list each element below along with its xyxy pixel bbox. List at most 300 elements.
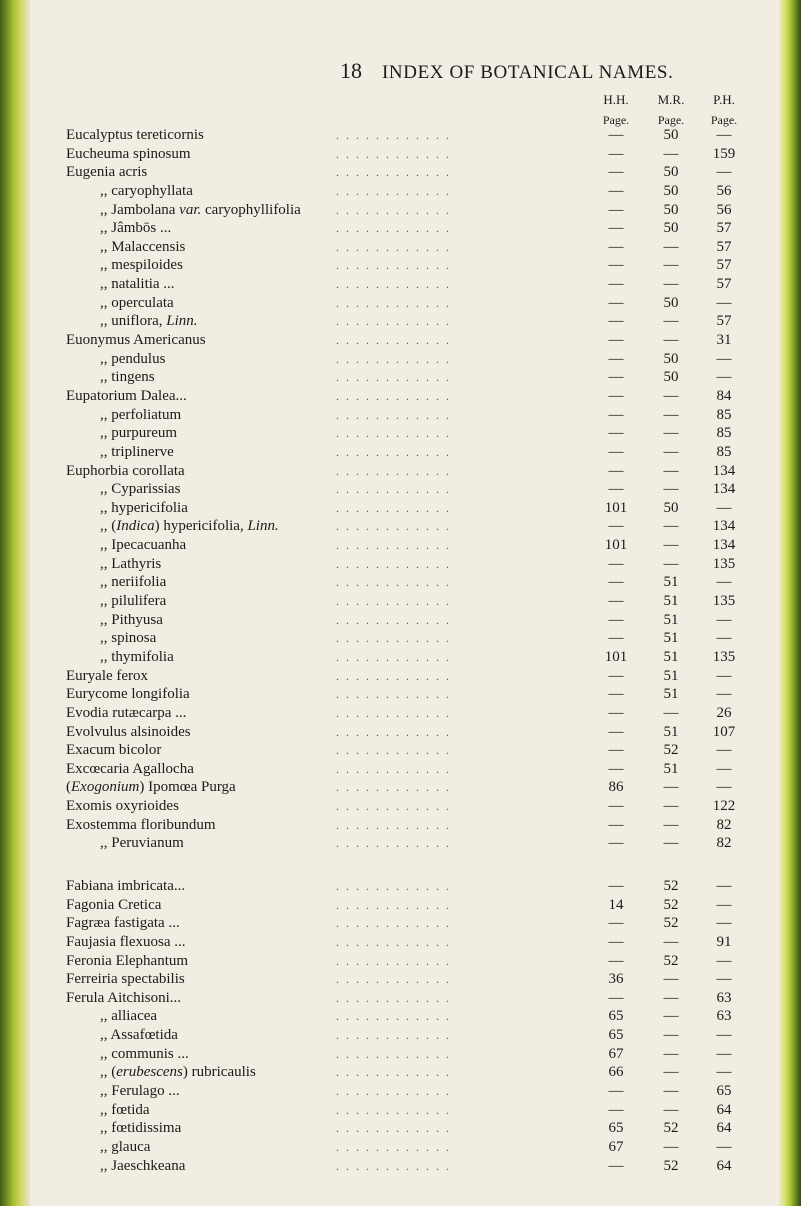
page-hh: —	[608, 1157, 624, 1174]
botanical-name: ,, hypericifolia	[100, 499, 188, 516]
page-hh: —	[608, 952, 624, 969]
page-ph: 57	[716, 220, 732, 237]
page-hh: —	[608, 686, 624, 703]
page-hh: —	[608, 835, 624, 852]
leader-dots: . . . . . . . . . . . .	[336, 1046, 451, 1061]
leader-dots: . . . . . . . . . . . .	[336, 799, 451, 814]
page-ph: 85	[716, 406, 732, 423]
page-hh: —	[608, 816, 624, 833]
page-ph: —	[716, 779, 732, 796]
index-entry-row	[66, 834, 786, 853]
botanical-name: ,, alliacea	[100, 1008, 158, 1025]
page-hh: —	[608, 481, 624, 498]
leader-dots: . . . . . . . . . . . .	[336, 817, 451, 832]
page-mr: 50	[663, 369, 679, 386]
page-mr: —	[663, 313, 679, 330]
index-entry-row	[66, 629, 786, 648]
page-ph: 84	[716, 387, 732, 404]
leader-dots: . . . . . . . . . . . .	[336, 370, 451, 385]
running-title: INDEX OF BOTANICAL NAMES.	[382, 62, 674, 83]
leader-dots: . . . . . . . . . . . .	[336, 333, 451, 348]
column-subheader-ph: Page.	[710, 113, 738, 127]
index-entry-row	[66, 970, 786, 989]
botanical-name: Exostemma floribundum	[66, 816, 216, 833]
page-mr: 50	[663, 201, 679, 218]
page-hh: —	[608, 182, 624, 199]
page-mr: —	[663, 704, 679, 721]
index-entry-row	[66, 387, 786, 406]
page-hh: 65	[608, 1008, 624, 1025]
page-hh: —	[608, 238, 624, 255]
page-hh: —	[608, 127, 624, 143]
botanical-name: Exacum bicolor	[66, 742, 162, 759]
leader-dots: . . . . . . . . . . . .	[336, 594, 451, 609]
leader-dots: . . . . . . . . . . . .	[336, 575, 451, 590]
column-header-hh: H.H.	[603, 92, 629, 107]
page-hh: —	[608, 220, 624, 237]
page-hh: —	[608, 425, 624, 442]
index-entry-row	[66, 611, 786, 630]
page-mr: 51	[663, 648, 679, 665]
page-ph: —	[716, 611, 732, 628]
botanical-name: ,, Cyparissias	[100, 481, 181, 498]
botanical-name: ,, pilulifera	[100, 593, 167, 610]
page-hh: —	[608, 369, 624, 386]
page-mr: 52	[663, 1157, 679, 1174]
page-mr: 52	[663, 742, 679, 759]
page-mr: —	[663, 425, 679, 442]
left-binding-edge	[0, 0, 30, 1206]
page-ph: —	[716, 350, 732, 367]
page-hh: —	[608, 276, 624, 293]
leader-dots: . . . . . . . . . . . .	[336, 202, 451, 217]
botanical-name: ,, perfoliatum	[100, 406, 182, 423]
botanical-name: ,, Jaeschkeana	[100, 1157, 186, 1174]
page-ph: 82	[716, 816, 732, 833]
page-hh: 101	[604, 537, 628, 554]
page-hh: —	[608, 332, 624, 349]
botanical-name: ,, Ipecacuanha	[100, 537, 187, 554]
page-ph: 134	[712, 462, 736, 479]
page-hh: 66	[608, 1064, 624, 1081]
index-entry-row	[66, 1082, 786, 1101]
botanical-name: ,, Malaccensis	[100, 238, 186, 255]
page-ph: 135	[712, 555, 736, 572]
index-entry-row	[66, 1007, 786, 1026]
index-entry-row	[66, 573, 786, 592]
botanical-name: Eucheuma spinosum	[66, 145, 191, 162]
page-mr: —	[663, 1083, 679, 1100]
botanical-name: ,, communis ...	[100, 1045, 189, 1062]
leader-dots: . . . . . . . . . . . .	[336, 1084, 451, 1099]
page-hh: —	[608, 145, 624, 162]
botanical-name: Ferreiria spectabilis	[66, 971, 185, 988]
leader-dots: . . . . . . . . . . . .	[336, 836, 451, 851]
page-hh: —	[608, 406, 624, 423]
page-hh: —	[608, 723, 624, 740]
botanical-name: ,, neriifolia	[100, 574, 167, 591]
page-mr: 50	[663, 220, 679, 237]
leader-dots: . . . . . . . . . . . .	[336, 221, 451, 236]
page-hh: —	[608, 201, 624, 218]
page-mr: —	[663, 462, 679, 479]
botanical-name: Eucalyptus tereticornis	[66, 127, 204, 143]
page-hh: —	[608, 798, 624, 815]
index-entry-row	[66, 1157, 786, 1176]
botanical-name: Eugenia acris	[66, 164, 148, 181]
page-hh: —	[608, 1083, 624, 1100]
page-ph: 31	[716, 332, 732, 349]
page-hh: 86	[608, 779, 624, 796]
botanical-name: Fagræa fastigata ...	[66, 915, 180, 932]
index-entry-row	[66, 368, 786, 387]
page-hh: —	[608, 611, 624, 628]
index-entry-row	[66, 877, 786, 896]
page-mr: —	[663, 1045, 679, 1062]
column-subheader-mr: Page.	[657, 113, 685, 127]
page-ph: —	[716, 1064, 732, 1081]
leader-dots: . . . . . . . . . . . .	[336, 724, 451, 739]
botanical-name: Excœcaria Agallocha	[66, 760, 194, 777]
botanical-name: ,, Peruvianum	[100, 835, 184, 852]
leader-dots: . . . . . . . . . . . .	[336, 388, 451, 403]
index-entry-row	[66, 1045, 786, 1064]
leader-dots: . . . . . . . . . . . .	[336, 128, 451, 142]
botanical-name: ,, glauca	[100, 1138, 151, 1155]
leader-dots: . . . . . . . . . . . .	[336, 314, 451, 329]
leader-dots: . . . . . . . . . . . .	[336, 1121, 451, 1136]
page-mr: —	[663, 443, 679, 460]
botanical-name: ,, (erubescens) rubricaulis	[100, 1064, 256, 1081]
page-ph: —	[716, 952, 732, 969]
page-hh: —	[608, 630, 624, 647]
leader-dots: . . . . . . . . . . . .	[336, 897, 451, 912]
page-ph: 91	[716, 933, 732, 950]
page-ph: —	[716, 915, 732, 932]
page-ph: 135	[712, 593, 736, 610]
index-entry-row	[66, 1101, 786, 1120]
page-mr: 52	[663, 952, 679, 969]
page-ph: 63	[716, 1008, 732, 1025]
page-hh: —	[608, 593, 624, 610]
botanical-name: (Exogonium) Ipomœa Purga	[66, 779, 236, 796]
page-mr: 51	[663, 574, 679, 591]
page-ph: 134	[712, 537, 736, 554]
page-mr: —	[663, 481, 679, 498]
leader-dots: . . . . . . . . . . . .	[336, 351, 451, 366]
botanical-name: ,, mespiloides	[100, 257, 183, 274]
page-hh: —	[608, 704, 624, 721]
page-mr: —	[663, 989, 679, 1006]
page-hh: —	[608, 555, 624, 572]
page-hh: —	[608, 878, 624, 894]
leader-dots: . . . . . . . . . . . .	[336, 463, 451, 478]
page-ph: —	[716, 896, 732, 913]
index-entry-row	[66, 760, 786, 779]
botanical-name: ,, spinosa	[100, 630, 157, 647]
page-ph: —	[716, 574, 732, 591]
page-ph: 57	[716, 238, 732, 255]
botanical-name: ,, (Indica) hypericifolia, Linn.	[100, 518, 279, 535]
page-mr: —	[663, 1008, 679, 1025]
page-mr: 52	[663, 1120, 679, 1137]
page-hh: —	[608, 443, 624, 460]
page-ph: —	[716, 164, 732, 181]
page-ph: —	[716, 127, 732, 143]
page-mr: 52	[663, 878, 679, 894]
page-mr: —	[663, 779, 679, 796]
index-entry-row	[66, 406, 786, 425]
page-hh: 14	[608, 896, 624, 913]
index-entry-row	[66, 350, 786, 369]
page-ph: 64	[716, 1157, 732, 1174]
page-hh: —	[608, 933, 624, 950]
leader-dots: . . . . . . . . . . . .	[336, 1065, 451, 1080]
page-ph: 57	[716, 257, 732, 274]
page-ph: 107	[712, 723, 736, 740]
page-hh: —	[608, 257, 624, 274]
botanical-name: ,, thymifolia	[100, 648, 174, 665]
botanical-name: ,, purpureum	[100, 425, 178, 442]
index-entry-row	[66, 238, 786, 257]
page-mr: 51	[663, 723, 679, 740]
leader-dots: . . . . . . . . . . . .	[336, 612, 451, 627]
index-section-e	[66, 126, 786, 853]
botanical-name: Evodia rutæcarpa ...	[66, 704, 187, 721]
leader-dots: . . . . . . . . . . . .	[336, 687, 451, 702]
index-entry-row	[66, 797, 786, 816]
page-ph: 134	[712, 481, 736, 498]
leader-dots: . . . . . . . . . . . .	[336, 761, 451, 776]
index-entry-row	[66, 667, 786, 686]
page-ph: 135	[712, 648, 736, 665]
page-ph: —	[716, 1138, 732, 1155]
index-entry-row	[66, 163, 786, 182]
leader-dots: . . . . . . . . . . . .	[336, 916, 451, 931]
index-entry-row	[66, 201, 786, 220]
page-mr: 51	[663, 593, 679, 610]
page-hh: 67	[608, 1045, 624, 1062]
index-entry-row	[66, 1026, 786, 1045]
botanical-name: ,, operculata	[100, 294, 174, 311]
index-entry-row	[66, 443, 786, 462]
index-entry-row	[66, 778, 786, 797]
leader-dots: . . . . . . . . . . . .	[336, 277, 451, 292]
page-ph: —	[716, 878, 732, 894]
page-mr: 50	[663, 350, 679, 367]
page-hh: —	[608, 667, 624, 684]
botanical-name: ,, Jâmbōs ...	[100, 220, 172, 237]
leader-dots: . . . . . . . . . . . .	[336, 631, 451, 646]
page-mr: —	[663, 257, 679, 274]
botanical-name: Euryale ferox	[66, 667, 149, 684]
page-mr: 51	[663, 630, 679, 647]
leader-dots: . . . . . . . . . . . .	[336, 990, 451, 1005]
page-mr: —	[663, 387, 679, 404]
leader-dots: . . . . . . . . . . . .	[336, 556, 451, 571]
leader-dots: . . . . . . . . . . . .	[336, 780, 451, 795]
index-entry-row	[66, 536, 786, 555]
page-hh: —	[608, 387, 624, 404]
page-hh: —	[608, 1101, 624, 1118]
leader-dots: . . . . . . . . . . . .	[336, 295, 451, 310]
leader-dots: . . . . . . . . . . . .	[336, 146, 451, 161]
index-entry-row	[66, 331, 786, 350]
page-number: 18	[340, 58, 362, 83]
page-ph: —	[716, 1045, 732, 1062]
botanical-name: Exomis oxyrioides	[66, 798, 179, 815]
leader-dots: . . . . . . . . . . . .	[336, 705, 451, 720]
page-mr: —	[663, 518, 679, 535]
index-entry-row	[66, 741, 786, 760]
index-entry-row	[66, 312, 786, 331]
page-mr: 50	[663, 294, 679, 311]
page-hh: —	[608, 574, 624, 591]
page-mr: —	[663, 1101, 679, 1118]
index-entry-row	[66, 182, 786, 201]
leader-dots: . . . . . . . . . . . .	[336, 482, 451, 497]
page-ph: —	[716, 971, 732, 988]
page-mr: —	[663, 1064, 679, 1081]
botanical-name: Faujasia flexuosa ...	[66, 933, 186, 950]
index-entry-row	[66, 704, 786, 723]
leader-dots: . . . . . . . . . . . .	[336, 879, 451, 893]
botanical-name: ,, caryophyllata	[100, 182, 193, 199]
index-entry-row	[66, 1063, 786, 1082]
page-ph: —	[716, 499, 732, 516]
page-ph: —	[716, 760, 732, 777]
page-ph: 122	[712, 798, 736, 815]
page-hh: —	[608, 462, 624, 479]
index-entry-row	[66, 145, 786, 164]
column-header-mr: M.R.	[657, 92, 685, 107]
page-mr: —	[663, 971, 679, 988]
page-hh: —	[608, 350, 624, 367]
page-hh: 101	[604, 499, 628, 516]
page-mr: —	[663, 1027, 679, 1044]
leader-dots: . . . . . . . . . . . .	[336, 258, 451, 273]
index-entry-row	[66, 592, 786, 611]
leader-dots: . . . . . . . . . . . .	[336, 743, 451, 758]
page-ph: —	[716, 294, 732, 311]
page-ph: 134	[712, 518, 736, 535]
page-mr: —	[663, 933, 679, 950]
leader-dots: . . . . . . . . . . . .	[336, 668, 451, 683]
page-mr: —	[663, 276, 679, 293]
page-ph: 82	[716, 835, 732, 852]
botanical-name: Fagonia Cretica	[66, 896, 162, 913]
index-entry-row	[66, 555, 786, 574]
page-mr: —	[663, 332, 679, 349]
index-entry-row	[66, 952, 786, 971]
page-hh: 65	[608, 1120, 624, 1137]
page-ph: —	[716, 369, 732, 386]
leader-dots: . . . . . . . . . . . .	[336, 426, 451, 441]
botanical-name: Feronia Elephantum	[66, 952, 189, 969]
column-subheader-hh: Page.	[602, 113, 630, 127]
leader-dots: . . . . . . . . . . . .	[336, 165, 451, 180]
index-entry-row	[66, 462, 786, 481]
leader-dots: . . . . . . . . . . . .	[336, 519, 451, 534]
index-entry-row	[66, 914, 786, 933]
page-mr: 51	[663, 611, 679, 628]
page-hh: 101	[604, 648, 628, 665]
page-ph: —	[716, 686, 732, 703]
page-ph: 26	[716, 704, 732, 721]
page-hh: —	[608, 164, 624, 181]
page-mr: —	[663, 798, 679, 815]
botanical-name: Euphorbia corollata	[66, 462, 185, 479]
botanical-name: ,, triplinerve	[100, 443, 174, 460]
page-hh: —	[608, 313, 624, 330]
index-entry-row	[66, 275, 786, 294]
index-entry-row	[66, 256, 786, 275]
page-hh: —	[608, 760, 624, 777]
leader-dots: . . . . . . . . . . . .	[336, 239, 451, 254]
botanical-name: ,, Lathyris	[100, 555, 162, 572]
botanical-name: ,, uniflora, Linn.	[100, 313, 198, 330]
botanical-name: Fabiana imbricata...	[66, 878, 186, 894]
botanical-name: ,, Assafœtida	[100, 1027, 178, 1044]
botanical-name: Eupatorium Dalea...	[66, 387, 187, 404]
page-mr: —	[663, 555, 679, 572]
page-mr: —	[663, 1138, 679, 1155]
index-section-f	[66, 877, 786, 1175]
index-entry-row	[66, 816, 786, 835]
leader-dots: . . . . . . . . . . . .	[336, 1028, 451, 1043]
leader-dots: . . . . . . . . . . . .	[336, 183, 451, 198]
page-hh: —	[608, 294, 624, 311]
page-mr: 51	[663, 686, 679, 703]
page-mr: —	[663, 537, 679, 554]
page-mr: 51	[663, 760, 679, 777]
page-hh: —	[608, 989, 624, 1006]
leader-dots: . . . . . . . . . . . .	[336, 1102, 451, 1117]
index-entry-row	[66, 933, 786, 952]
page-ph: 85	[716, 443, 732, 460]
leader-dots: . . . . . . . . . . . .	[336, 500, 451, 515]
page-hh: —	[608, 915, 624, 932]
page-mr: 50	[663, 182, 679, 199]
index-entry-row	[66, 685, 786, 704]
index-entry-row	[66, 989, 786, 1008]
leader-dots: . . . . . . . . . . . .	[336, 1009, 451, 1024]
botanical-name: ,, natalitia ...	[100, 276, 175, 293]
botanical-name: ,, Jambolana var. caryophyllifolia	[100, 201, 301, 218]
page-mr: —	[663, 406, 679, 423]
page-ph: 85	[716, 425, 732, 442]
page-ph: 56	[716, 182, 732, 199]
index-entry-row	[66, 517, 786, 536]
leader-dots: . . . . . . . . . . . .	[336, 407, 451, 422]
page-hh: 67	[608, 1138, 624, 1155]
page-mr: 52	[663, 915, 679, 932]
page-ph: 57	[716, 313, 732, 330]
page-ph: 56	[716, 201, 732, 218]
index-entry-row	[66, 648, 786, 667]
index-entry-row	[66, 1119, 786, 1138]
leader-dots: . . . . . . . . . . . .	[336, 538, 451, 553]
index-entry-row	[66, 499, 786, 518]
botanical-name: ,, fœtidissima	[100, 1120, 182, 1137]
page-ph: 64	[716, 1120, 732, 1137]
page-ph: 65	[716, 1083, 732, 1100]
page-mr: 50	[663, 499, 679, 516]
page-ph: 159	[712, 145, 736, 162]
index-entry-row	[66, 1138, 786, 1157]
page-ph: —	[716, 667, 732, 684]
botanical-name: Euonymus Americanus	[66, 332, 206, 349]
